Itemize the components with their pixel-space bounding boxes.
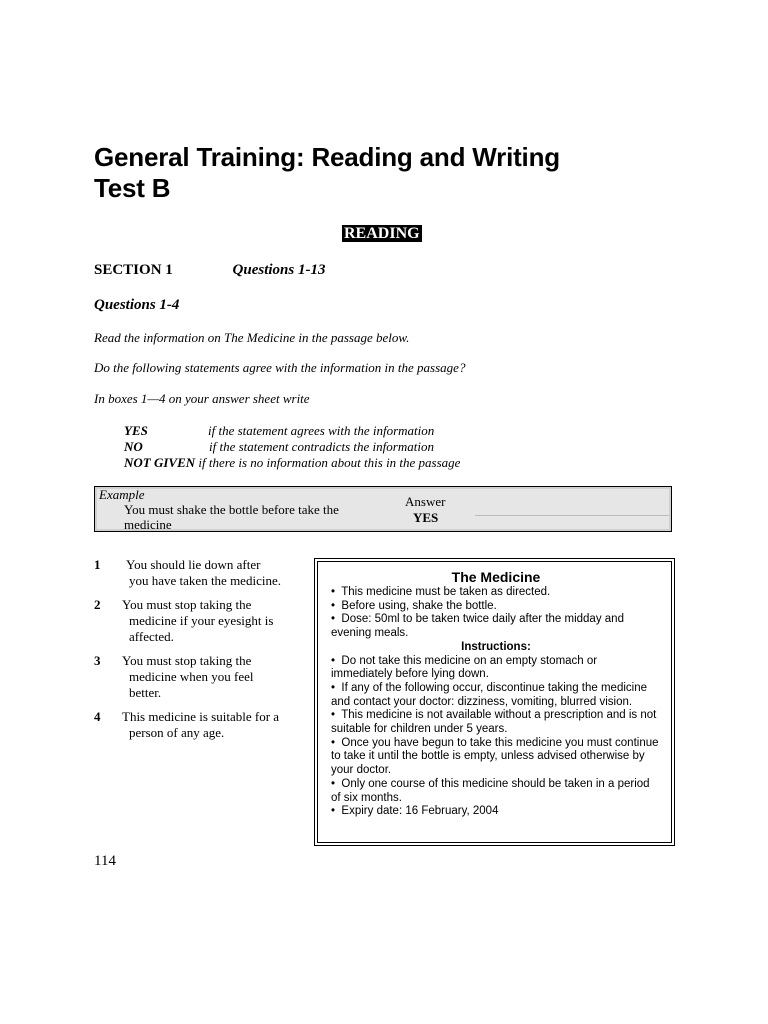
question-text bbox=[122, 597, 309, 645]
instruction-2: Do the following statements agree with the information in the passage? bbox=[94, 360, 466, 375]
question-item bbox=[94, 597, 309, 645]
instruction-item-text: If any of the following occur, discontinue taking the medicine and contact your doctor: dizziness, vomiting, blurred vision. bbox=[331, 681, 647, 708]
answer-divider bbox=[475, 515, 669, 516]
legend-key: NOT GIVEN bbox=[124, 455, 196, 470]
legend-key: NO bbox=[124, 439, 143, 454]
question-line: You must stop taking the bbox=[122, 597, 252, 612]
reading-badge: READING bbox=[344, 225, 420, 242]
section-heading bbox=[94, 262, 325, 279]
question-text bbox=[126, 557, 309, 589]
answer-label: Answer bbox=[405, 494, 446, 509]
answer-legend bbox=[124, 423, 460, 471]
instruction-item-text: This medicine is not available without a prescription and is not suitable for children under 5 years. bbox=[331, 709, 657, 736]
instruction-1: Read the information on The Medicine in the passage below. bbox=[94, 330, 410, 345]
instruction-3: In boxes 1—4 on your answer sheet write bbox=[94, 391, 310, 406]
question-line: better. bbox=[129, 685, 162, 700]
question-text bbox=[122, 709, 309, 741]
answer-value: YES bbox=[413, 510, 439, 525]
bullet-icon: • bbox=[331, 709, 336, 722]
question-number: 2 bbox=[94, 597, 101, 612]
bullet-icon: • bbox=[331, 654, 336, 667]
medicine-inner bbox=[317, 561, 672, 843]
medicine-item-text: This medicine must be taken as directed. bbox=[341, 586, 551, 598]
question-list bbox=[94, 557, 309, 749]
instructions-heading: Instructions: bbox=[461, 640, 531, 653]
legend-row bbox=[124, 439, 460, 455]
medicine-item bbox=[331, 613, 661, 640]
question-line: person of any age. bbox=[129, 725, 225, 740]
title-line-1: General Training: Reading and Writing bbox=[94, 142, 560, 172]
bullet-icon: • bbox=[331, 736, 336, 749]
instruction-item bbox=[331, 805, 661, 819]
instruction-item-text: Do not take this medicine on an empty stomach or immediately before lying down. bbox=[331, 654, 598, 681]
legend-key: YES bbox=[124, 423, 148, 438]
question-item bbox=[94, 709, 309, 741]
page-title bbox=[94, 142, 714, 204]
instruction-item-text: Only one course of this medicine should be taken in a period of six months. bbox=[331, 777, 650, 804]
question-number: 4 bbox=[94, 709, 101, 724]
bullet-icon: • bbox=[331, 613, 336, 626]
page-number: 114 bbox=[94, 853, 116, 869]
medicine-title: The Medicine bbox=[451, 569, 541, 585]
question-item bbox=[94, 557, 309, 589]
legend-text: if the statement agrees with the information bbox=[208, 423, 435, 438]
legend-row bbox=[124, 455, 460, 471]
bullet-icon: • bbox=[331, 777, 336, 790]
example-box bbox=[94, 486, 672, 532]
instruction-item bbox=[331, 682, 661, 709]
title-line-2: Test B bbox=[94, 173, 171, 203]
example-text: You must shake the bottle before take the medicine bbox=[124, 502, 339, 532]
question-line: affected. bbox=[129, 629, 174, 644]
question-line: You should lie down after bbox=[126, 557, 261, 572]
question-line: This medicine is suitable for a bbox=[122, 709, 280, 724]
question-line: you have taken the medicine. bbox=[129, 573, 281, 588]
medicine-item-text: Before using, shake the bottle. bbox=[341, 599, 497, 612]
question-line: medicine if your eyesight is bbox=[129, 613, 274, 628]
question-item bbox=[94, 653, 309, 701]
instruction-item-text: Expiry date: 16 February, 2004 bbox=[341, 805, 499, 818]
instruction-item bbox=[331, 778, 661, 805]
question-text bbox=[122, 653, 309, 701]
question-line: medicine when you feel bbox=[129, 669, 254, 684]
bullet-icon: • bbox=[331, 805, 336, 818]
bullet-icon: • bbox=[331, 586, 336, 598]
questions-heading: Questions 1-4 bbox=[94, 297, 180, 313]
instruction-item bbox=[331, 737, 661, 778]
section-label: SECTION 1 bbox=[94, 262, 173, 278]
question-number: 1 bbox=[94, 557, 101, 572]
legend-row bbox=[124, 423, 460, 439]
instruction-item bbox=[331, 655, 661, 682]
section-questions: Questions 1-13 bbox=[232, 262, 326, 278]
medicine-item bbox=[331, 586, 661, 600]
bullet-icon: • bbox=[331, 681, 336, 694]
medicine-item bbox=[331, 600, 661, 614]
legend-text: if there is no information about this in the passage bbox=[198, 455, 461, 470]
medicine-item-text: Dose: 50ml to be taken twice daily after the midday and evening meals. bbox=[331, 613, 624, 640]
question-number: 3 bbox=[94, 653, 101, 668]
legend-text: if the statement contradicts the information bbox=[209, 439, 434, 454]
question-line: You must stop taking the bbox=[122, 653, 252, 668]
bullet-icon: • bbox=[331, 599, 336, 612]
instruction-item-text: Once you have begun to take this medicine you must continue to take it until the bottle is empty, unless advised otherwise by your doctor. bbox=[331, 736, 659, 777]
example-label: Example bbox=[99, 487, 145, 502]
instruction-item bbox=[331, 709, 661, 736]
medicine-box bbox=[314, 558, 675, 846]
